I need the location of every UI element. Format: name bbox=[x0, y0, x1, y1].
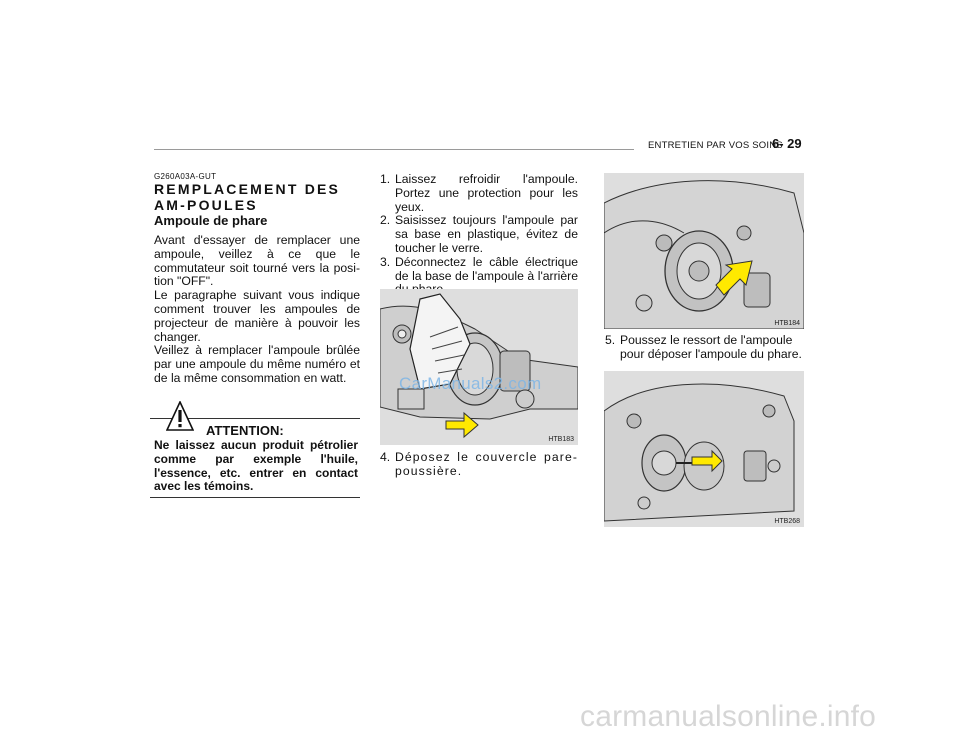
warning-title: ATTENTION: bbox=[206, 423, 284, 438]
step-4-list bbox=[380, 451, 578, 479]
header-rule bbox=[154, 149, 634, 150]
headlamp-bulb-illustration bbox=[604, 371, 804, 527]
step-1: 1. Laissez refroidir l'ampoule. Portez une protection pour les yeux. bbox=[380, 172, 578, 214]
step-5: 5. Poussez le ressort de l'ampoule pour déposer l'ampoule du phare. bbox=[605, 333, 802, 361]
intro-paragraph-2: Le paragraphe suivant vous indique comment trouver les ampoules de projecteur de manière à pouvoir les changer. bbox=[154, 288, 360, 344]
figure-htb183 bbox=[380, 289, 578, 445]
figure-label-htb183: HTB183 bbox=[548, 436, 574, 443]
steps-list bbox=[380, 173, 578, 297]
figure-label-htb268: HTB268 bbox=[774, 518, 800, 525]
warning-triangle-icon bbox=[166, 401, 194, 431]
step-5-list bbox=[605, 334, 805, 362]
figure-htb268 bbox=[604, 371, 804, 527]
intro-paragraph-3: Veillez à remplacer l'ampoule brûlée par une ampoule du même numéro et de la même consommation en watt. bbox=[154, 343, 360, 385]
step-3: 3. Déconnectez le câble électrique de la base de l'ampoule à l'arrière bbox=[380, 254, 578, 283]
page-title: REMPLACEMENT DES AM-POULES bbox=[154, 181, 341, 213]
section-header: ENTRETIEN PAR VOS SOINS bbox=[648, 140, 783, 151]
intro-text bbox=[154, 234, 360, 386]
warning-box bbox=[150, 418, 360, 498]
step-2: 2. Saisissez toujours l'ampoule par sa base en plastique, évitez de toucher le verre. bbox=[380, 213, 578, 255]
headlamp-rear-illustration bbox=[604, 173, 804, 329]
figure-htb184 bbox=[604, 173, 804, 329]
figure-label-htb184: HTB184 bbox=[774, 320, 800, 327]
watermark-overlay: CarManuals2.com bbox=[399, 374, 542, 393]
page-number: 6- 29 bbox=[772, 136, 802, 151]
step-4: 4. Déposez le couvercle pare-poussière. bbox=[380, 450, 578, 478]
warning-text: Ne laissez aucun produit pétrolier comme par exemple l'huile, l'essence, etc. entrer en contact avec les témoins. bbox=[154, 438, 358, 494]
footer-watermark: carmanualsonline.info bbox=[580, 700, 877, 733]
section-code: G260A03A-GUT bbox=[154, 172, 217, 181]
section-subtitle: Ampoule de phare bbox=[154, 213, 268, 228]
intro-paragraph-1: Avant d'essayer de remplacer une ampoule, veillez à ce que le commutateur soit tourné vers la posi-tion "OFF". bbox=[154, 233, 360, 289]
headlamp-cover-illustration bbox=[380, 289, 578, 445]
